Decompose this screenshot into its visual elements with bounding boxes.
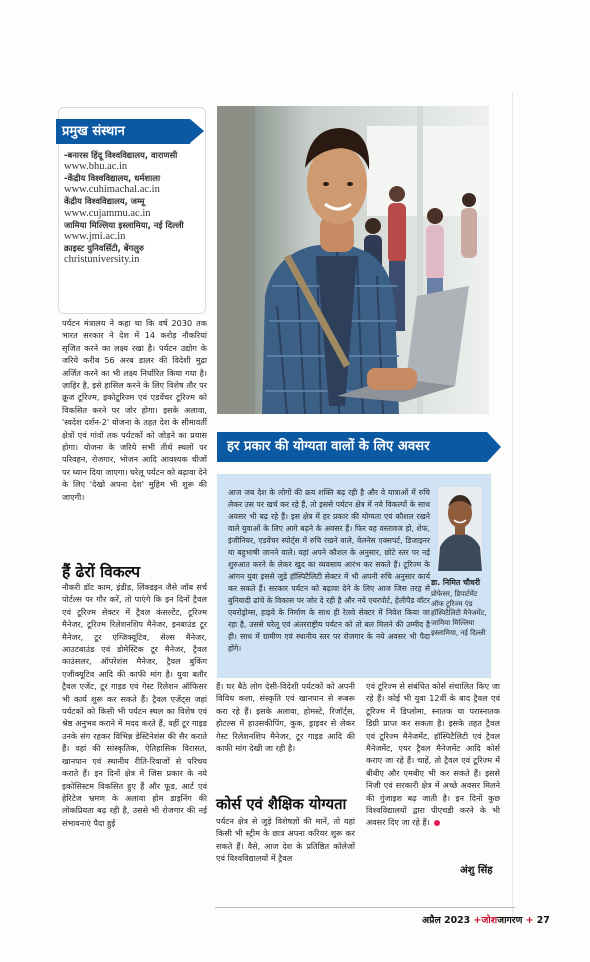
column3-text: एवं टूरिज्म से संबंधित कोर्स संचालित किए जा रहे हैं। कोई भी युवा 12वीं के बाद ट्रैवल एवं टूरिज्म में डिप्लोमा, स्नातक या परास्नातक डिग्री प्राप्त कर सकता है। इसके तहत ट्रैवल एवं टूरिज्म मैनेजमेंट, हॉस्पिटैलिटी एवं ट्रैवल मैनेजमेंट, एयर ट्रैवल मैनेजमेंट आदि कोर्स कराए जा रहे हैं। चाहें, तो ट्रैवल एवं टूरिज्म में बीबीए और एमबीए भी कर सकते हैं। इससे निजी एवं सरकारी क्षेत्र में अच्छे अवसर मिलने की गुंजाइश बढ़ जाती है। इन दिनों कुछ विश्वविद्यालयों द्वारा पीएचडी करने के भी अवसर दिए जा रहे हैं। [366, 681, 500, 828]
expert-quote: आज जब देश के लोगों की क्रय शक्ति बढ़ रही है और वे यात्राओं में रुचि लेकर उस पर खर्च कर रहे हैं, तो इससे पर्यटन क्षेत्र में नये विकल्पों के साथ अवसर भी बढ़ रहे हैं। इस क्षेत्र में हर प्रकार की योग्यता एवं कौशल रखने वाले युवाओं के लिए आगे बढ़ने के अवसर हैं। फिर वह वस्तावज हो, शेफ, इंजीनियर, एडवेंचर स्पोर्ट्स में रुचि रखने वाले, वेलनेस एक्सपर्ट, डिजाइनर या बहुभाषी जानने वाले। यहां अपने कौशल के अनुसार, छोटे स्तर पर नई शुरुआत करने के लेकर खुद का व्यवसाय आरंभ कर सकते हैं। टूरिज्म के आंगन युवा इससे जुड़े हॉस्पिटैलिटी सेक्टर में भी अपनी रुचि अनुसार कार्य कर सकते हैं। सरकार पर्यटन को बढ़ावा देने के लिए आज जिस तरह से बुनियादी ढांचे के विकास पर जोर दे रही है और नये एयरपोर्ट, हेलीपैड वॉटर एयरोड्रोम्स, हाइवे के निर्माण के साथ ही रेलवे सेक्टर में निवेश किया जा रहा है, उससे घरेलू एवं अंतरराष्ट्रीय पर्यटन को तो बल मिलने की उम्मीद है ही। साथ में ग्रामीण एवं स्थानीय स्तर पर रोजगार के नये अवसर भी पैदा होंगे। [228, 488, 430, 653]
institute-url[interactable]: www.bhu.ac.in [64, 161, 128, 173]
courses-paragraph: पर्यटन क्षेत्र से जुड़े विशेषज्ञों की मानें, तो यहां किसी भी स्ट्रीम के छात्र अपना करियर शुरू कर सकते हैं। वैसे, आज देश के प्रतिष्ठित कॉलेजों एवं विश्वविद्यालयों में ट्रैवल [216, 816, 355, 864]
column3-paragraph [366, 680, 500, 829]
page-number: 27 [536, 915, 550, 926]
opportunities-banner [217, 432, 499, 462]
courses-heading: कोर्स एवं शैक्षिक योग्यता [216, 796, 347, 813]
student-laptop-photo [217, 106, 489, 414]
footer-plus: + [473, 915, 482, 926]
options-paragraph: नौकरी डॉट काम, इंडीड, लिंक्डइन जैसे जॉब सर्च पोर्टल्स पर गौर करें, तो पाएंगे कि इन दिनों ट्रैवल एवं टूरिज्म सेक्टर में ट्रैवल कंसल्टेंट, टूरिज्म मैनेजर, टूरिज्म रिलेशनशिप मैनेजर, इनबाउंड टूर मैनेजर, टूर एग्जिक्यूटिव, सेल्स मैनेजर, आउटबाउंड एवं डोमेस्टिक टूर मैनेजर, ट्रैवल काउंसलर, ऑपरेशंस मैनेजर, ट्रैवल बुकिंग एजीक्यूटिव आदि की काफी मांग है। युवा बतौर ट्रैवल एजेंट, टूर गाइड एवं गेस्ट रिलेशन ऑफिसर भी कार्य शुरू कर सकते हैं। ट्रैवल एजेंट्स जहां पर्यटकों को किसी भी पर्यटन स्थल का विशेष एवं श्रेष्ठ अनुभव कराने में मदद करते हैं, वहीं टूर गाइड उनके संग रहकर विभिन्न डेस्टिनेशंस की सैर कराते हैं। वहां की सांस्कृतिक, ऐतिहासिक विरासत, खानपान एवं स्थानीय रीति-रिवाजों से परिचय कराते हैं। इन दिनों क्षेत्र में जिस प्रकार के नये इकोसिस्टम विकसित हुए हैं और फूड, आर्ट एवं हेरिटेज भ्रमण के अलावा होम डाइनिंग की लोकप्रियता बढ़ रही है, उससे भी रोजगार की नई संभावनाएं पैदा हुई [62, 582, 207, 828]
institute-name: केंद्रीय विश्वविद्यालय, जम्मू [64, 196, 145, 207]
intro-paragraph: पर्यटन मंत्रालय ने कहा था कि वर्ष 2030 तक भारत सरकार ने देश में 14 करोड़ नौकरियां सृजित करने का लक्ष्य रखा है। पर्यटन उद्योग के जरिये करीब 56 अरब डालर की विदेशी मुद्रा अर्जित करने का भी लक्ष्य निर्धारित किया गया है। ज़ाहिर है, इसे हासिल करने के लिए विशेष तौर पर क्रूज टूरिज्म, इकोटूरिज्म एवं एडवेंचर टूरिज्म को विकसित करने पर जोर होगा। इसके अलावा, 'स्वदेश दर्शन-2' योजना के तहत देश के सीमावर्ती क्षेत्रों एवं गांवों तक पर्यटकों को जोड़ने का प्रयास होगा। योजना के जरिये सभी तीर्थ स्थलों पर परिवहन, रोजगार, भोजन आदि आवश्यक चीजों पर ध्यान दिया जाएगा। घरेलू पर्यटन को बढ़ावा देने के लिए 'देखो अपना देश' मुहिम भी शुरू की जाएगी। [62, 318, 207, 502]
expert-name: डा. निमित चौधरी [431, 578, 481, 587]
institutes-heading: प्रमुख संस्थान [56, 119, 190, 144]
page-footer [422, 913, 550, 926]
institutes-list [64, 150, 202, 266]
institute-name: क्राइस्ट युनिवर्सिटी, बेंगलुरु [64, 242, 144, 253]
opportunities-heading: हर प्रकार की योग्यता वालों के लिए अवसर [227, 439, 430, 454]
expert-role: प्रोफेसर, डिपार्टमेंट ऑफ टूरिज्म एंड हॉस्पिटैलिटी मैनेजमेंट, जामिया मिल्लिया इस्लामिया, नई दिल्ली [431, 589, 487, 637]
issue-date: अप्रैल 2023 [422, 915, 471, 926]
column2-paragraph: हैं। घर बैठे लोग देसी-विदेशी पर्यटकों को अपनी विविध कला, संस्कृति एवं खानपान से रूबरू करा रहे हैं। इसके अलावा, होमस्टे, रिजॉर्ट्स, होटल्स में हाउसकीपिंग, कुक, ड्राइवर से लेकर गेस्ट रिलेशनशिप मैनेजर, टूर गाइड आदि की काफी मांग देखी जा रही है। [216, 681, 355, 754]
column-rule [512, 92, 513, 922]
expert-photo [438, 487, 482, 571]
institute-url[interactable]: www.cujammu.ac.in [64, 207, 151, 219]
institute-url[interactable]: www.cuhimachal.ac.in [64, 184, 160, 196]
institute-name: -बनारस हिंदू विश्वविद्यालय, वाराणसी [64, 150, 178, 160]
footer-plus: + [525, 915, 534, 926]
magazine-name: जोश [481, 915, 498, 926]
brand-name: जागरण [497, 915, 523, 926]
options-heading: हैं ढेरों विकल्प [62, 563, 141, 581]
end-mark-icon [434, 820, 440, 826]
institute-name: जामिया मिल्लिया इस्लामिया, नई दिल्ली [64, 219, 184, 230]
institute-url[interactable]: www.jmi.ac.in [64, 230, 126, 242]
institute-url[interactable]: christuniversity.in [64, 254, 140, 266]
author-byline: अंशु सिंह [460, 865, 493, 876]
institute-name: -केंद्रीय विश्वविद्यालय, धर्मशाला [64, 173, 161, 184]
footer-divider [215, 907, 515, 908]
